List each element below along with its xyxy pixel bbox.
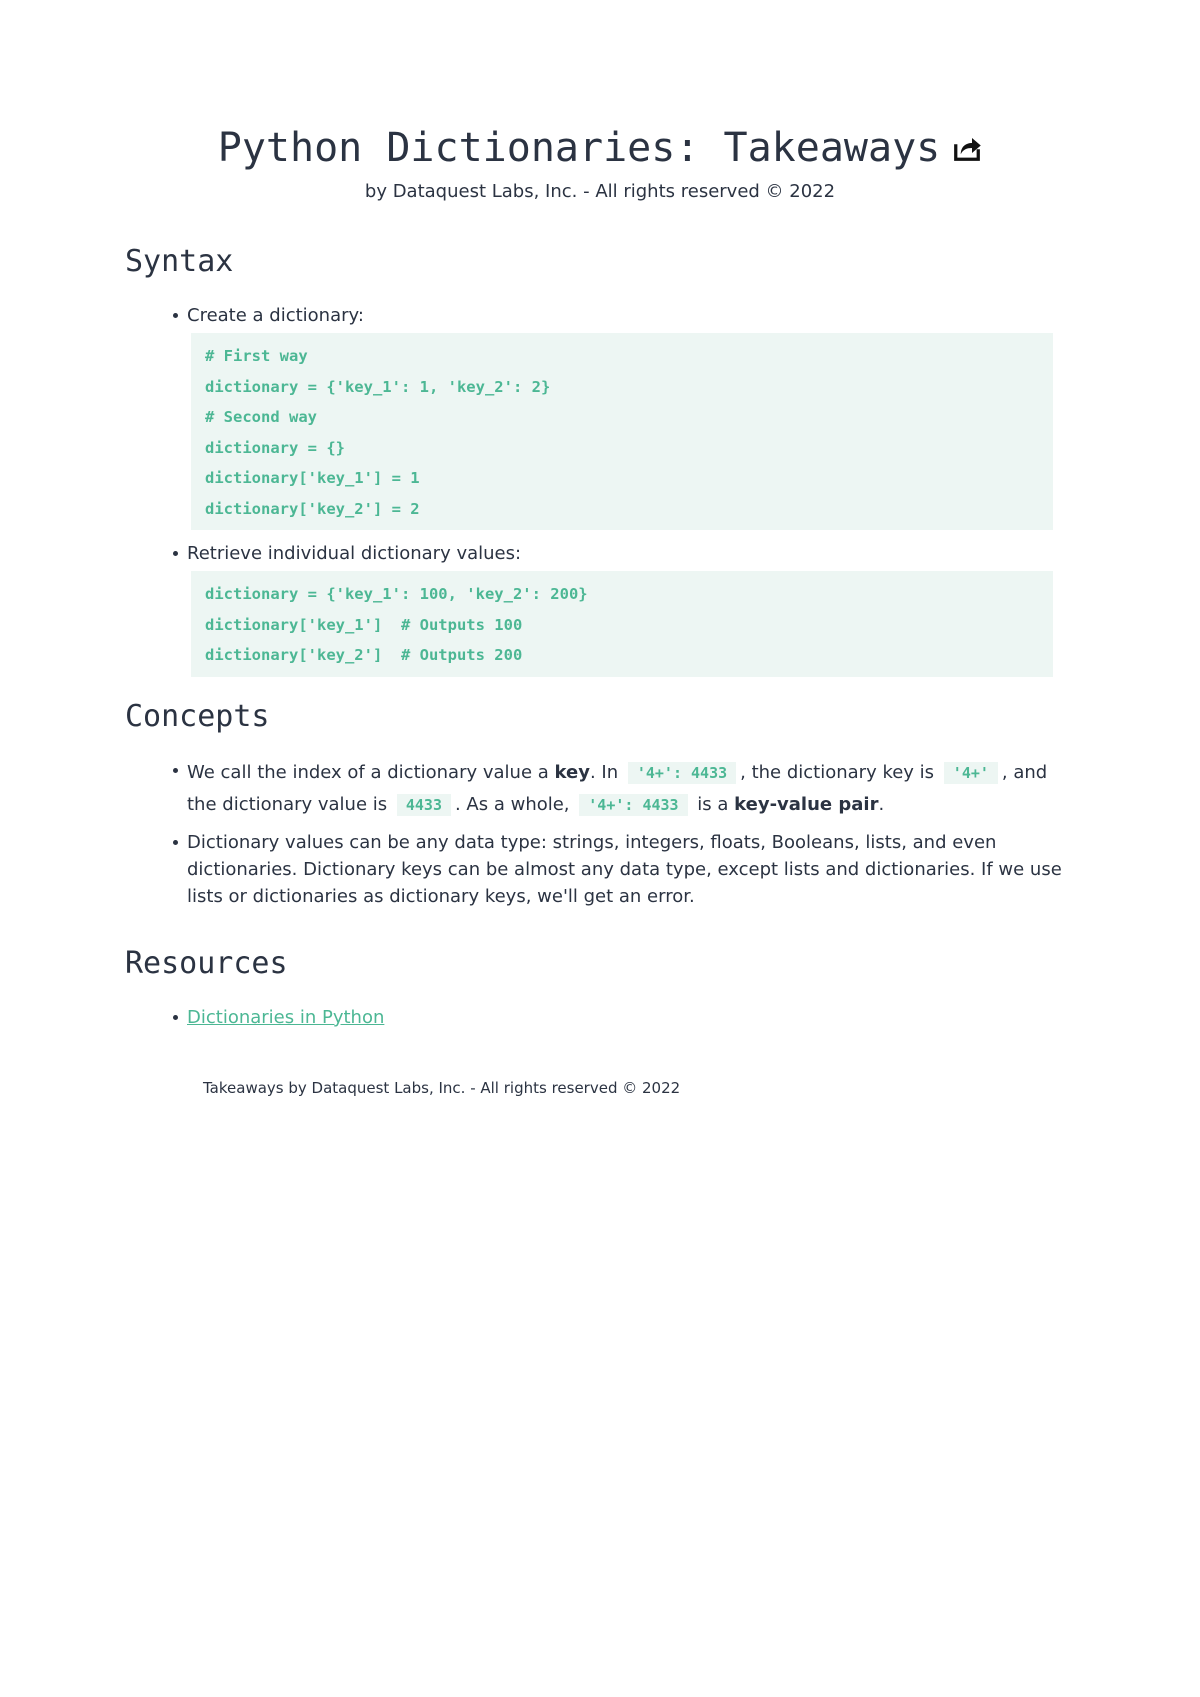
footer: Takeaways by Dataquest Labs, Inc. - All rights reserved © 2022 xyxy=(203,1078,681,1097)
text-run: . In xyxy=(589,761,624,783)
syntax-item-label: Create a dictionary: xyxy=(187,305,364,326)
code-line: dictionary['key_2'] # Outputs 200 xyxy=(205,646,523,664)
byline: by Dataquest Labs, Inc. - All rights reserved © 2022 xyxy=(364,181,836,202)
code-block xyxy=(191,571,1053,677)
text-run: , the dictionary key is xyxy=(740,761,940,783)
text-run: is a xyxy=(691,793,735,815)
code-line: dictionary['key_2'] = 2 xyxy=(205,499,420,518)
text-run: . xyxy=(878,793,885,815)
code-line: dictionary = {} xyxy=(205,438,345,457)
list-item xyxy=(187,1004,1075,1031)
code-line: dictionary = {'key_1': 100, 'key_2': 200} xyxy=(205,585,588,603)
concepts-list xyxy=(125,757,1075,910)
list-item xyxy=(187,302,1075,530)
inline-code: '4+': 4433 xyxy=(579,794,687,816)
text-run: . As a whole, xyxy=(454,793,576,815)
code-line: # First way xyxy=(205,347,308,365)
header xyxy=(0,120,1200,204)
page-title xyxy=(218,120,982,176)
code-line: dictionary['key_1'] = 1 xyxy=(205,469,420,487)
list-item xyxy=(187,757,1075,821)
code-line: dictionary = {'key_1': 1, 'key_2': 2} xyxy=(205,377,551,396)
resource-link-dictionaries[interactable]: Dictionaries in Python xyxy=(187,1006,385,1028)
list-item: Dictionary values can be any data type: strings, integers, floats, Booleans, lists, and even dictionaries. Dictionary keys can be almost any data type, except lists and dictionaries. If we use lists or dictionaries as dictionary keys, we'll get an error. xyxy=(187,829,1075,910)
code-line: # Second way xyxy=(205,408,317,426)
list-item xyxy=(187,540,1075,677)
inline-code: '4+': 4433 xyxy=(628,762,736,784)
bold-term: key-value pair xyxy=(734,793,879,815)
page-title-text: Python Dictionaries: Takeaways xyxy=(217,125,941,171)
text-run: We call the index of a dictionary value a xyxy=(187,761,555,783)
section-heading-concepts: Concepts xyxy=(125,698,270,734)
section-heading-syntax: Syntax xyxy=(125,244,234,279)
inline-code: 4433 xyxy=(397,794,451,816)
share-icon[interactable] xyxy=(952,133,982,163)
text-run: , and the dictionary value is xyxy=(187,761,1048,815)
bold-term: key xyxy=(554,761,590,783)
section-heading-resources: Resources xyxy=(125,945,288,981)
code-block xyxy=(191,333,1053,530)
code-line: dictionary['key_1'] # Outputs 100 xyxy=(205,615,523,634)
syntax-item-label: Retrieve individual dictionary values: xyxy=(187,543,522,564)
inline-code: '4+' xyxy=(944,762,998,784)
document-page xyxy=(125,120,1075,1097)
resources-list xyxy=(125,1004,1075,1031)
syntax-list xyxy=(125,302,1075,677)
